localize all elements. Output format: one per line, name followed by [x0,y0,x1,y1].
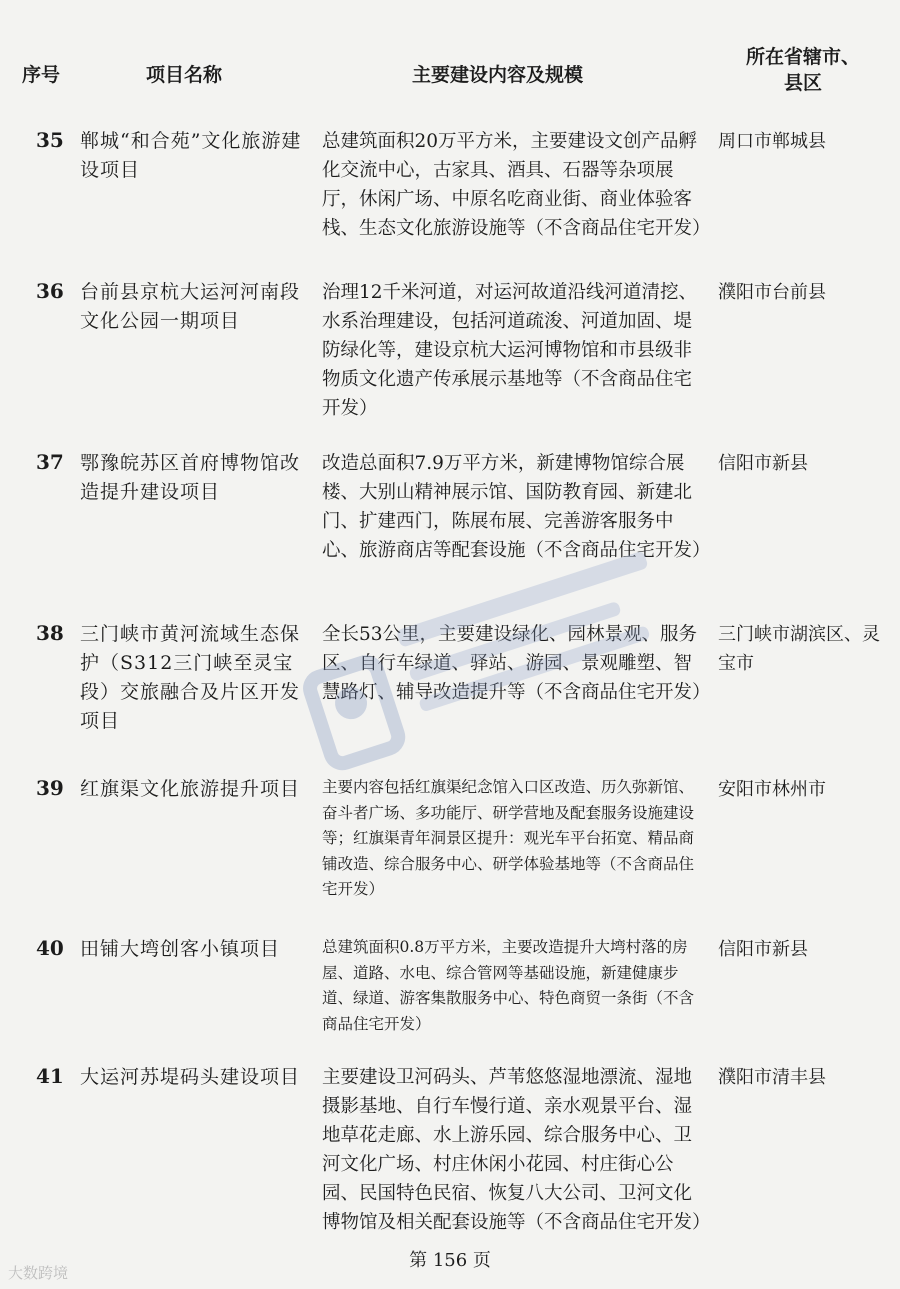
project-location: 周口市郸城县 [718,131,826,152]
row-number: 37 [36,450,64,474]
project-content: 主要内容包括红旗渠纪念馆入口区改造、历久弥新馆、奋斗者广场、多功能厅、研学营地及配套服务设施建设等；红旗渠青年洞景区提升：观光车平台拓宽、精品商铺改造、综合服务中心、研学体验基地等（不含商品住宅开发） [322,778,695,898]
header-serial-number: 序号 [22,64,61,86]
project-location: 信阳市新县 [718,453,808,474]
project-location: 濮阳市台前县 [718,282,826,303]
project-content: 治理12千米河道，对运河故道沿线河道清挖、水系治理建设，包括河道疏浚、河道加固、堤防绿化等，建设京杭大运河博物馆和市县级非物质文化遗产传承展示基地等（不含商品住宅开发） [322,282,698,419]
page-number: 第 156 页 [409,1250,491,1271]
project-content: 全长53公里，主要建设绿化、园林景观、服务区、自行车绿道、驿站、游园、景观雕塑、智慧路灯、辅导改造提升等（不含商品住宅开发） [322,624,711,703]
project-content: 改造总面积7.9万平方米，新建博物馆综合展楼、大别山精神展示馆、国防教育园、新建北门、扩建西门，陈展布展、完善游客服务中心、旅游商店等配套设施（不含商品住宅开发） [322,453,711,561]
row-number: 41 [36,1064,64,1088]
header-location: 所在省辖市、县区 [745,46,860,94]
project-content: 主要建设卫河码头、芦苇悠悠湿地漂流、湿地摄影基地、自行车慢行道、亲水观景平台、湿地草花走廊、水上游乐园、综合服务中心、卫河文化广场、村庄休闲小花园、村庄街心公园、民国特色民宿、恢复八大公司、卫河文化博物馆及相关配套设施等（不含商品住宅开发） [322,1067,711,1233]
row-number: 40 [36,936,64,960]
project-name: 红旗渠文化旅游提升项目 [80,778,301,800]
row-number: 38 [36,621,64,645]
project-location: 安阳市林州市 [718,779,826,800]
project-location: 濮阳市清丰县 [718,1067,826,1088]
project-location: 信阳市新县 [718,939,808,960]
project-name: 大运河苏堤码头建设项目 [80,1066,301,1088]
row-number: 35 [36,128,64,152]
project-name: 台前县京杭大运河河南段文化公园一期项目 [80,281,301,332]
row-number: 36 [36,279,64,303]
project-name: 田铺大塆创客小镇项目 [80,938,281,960]
project-name: 鄂豫皖苏区首府博物馆改造提升建设项目 [80,452,301,503]
project-content: 总建筑面积20万平方米，主要建设文创产品孵化交流中心，古家具、酒具、石器等杂项展厅，休闲广场、中原名吃商业街、商业体验客栈、生态文化旅游设施等（不含商品住宅开发） [322,131,711,239]
corner-watermark: 大数跨境 [8,1264,69,1282]
row-number: 39 [36,776,64,800]
project-location: 三门峡市湖滨区、灵宝市 [718,624,880,674]
project-content: 总建筑面积0.8万平方米，主要改造提升大塆村落的房屋、道路、水电、综合管网等基础设施，新建健康步道、绿道、游客集散服务中心、特色商贸一条街（不含商品住宅开发） [322,938,695,1033]
project-name: 三门峡市黄河流域生态保护（S312三门峡至灵宝段）交旅融合及片区开发项目 [80,623,301,732]
project-name: 郸城“和合苑”文化旅游建设项目 [80,130,302,181]
header-construction-content: 主要建设内容及规模 [412,64,584,86]
header-project-name: 项目名称 [146,64,223,86]
